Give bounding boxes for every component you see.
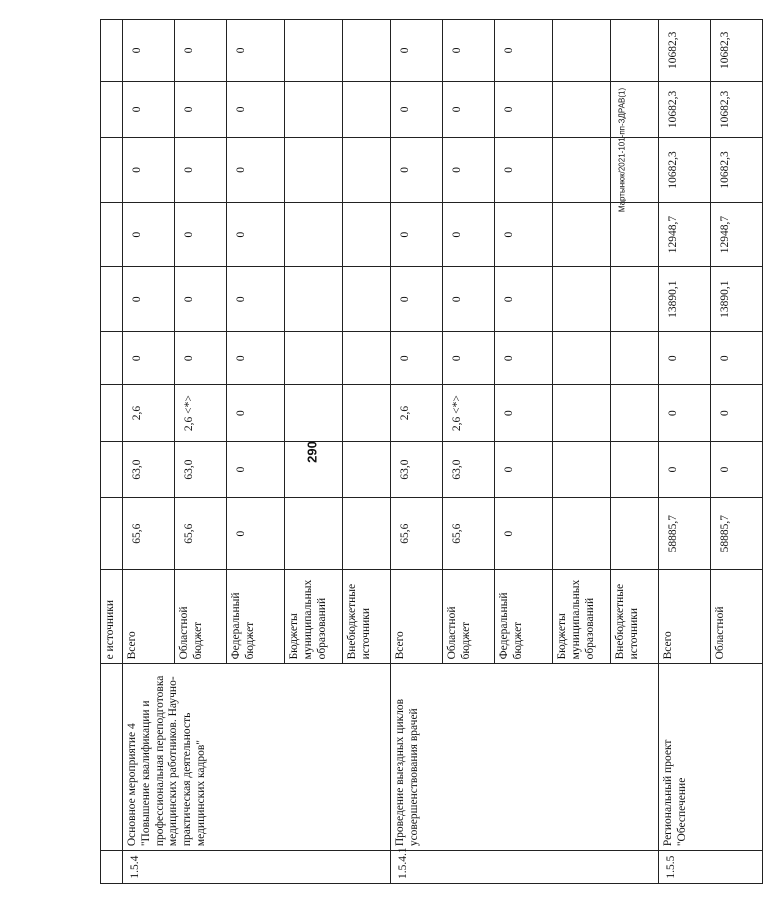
activity-name-cell: Региональный проект "Обеспечение (659, 664, 763, 851)
value-cell: 0 (123, 332, 175, 385)
value-cell: 0 (391, 332, 443, 385)
value-cell: 0 (175, 81, 227, 137)
value-cell: 10682,3 (711, 81, 763, 137)
value-cell: 0 (227, 441, 285, 497)
value-cell: 0 (123, 81, 175, 137)
funding-source-cell: Внебюджетные источники (611, 570, 659, 664)
value-cell (285, 267, 343, 332)
value-cell: 0 (175, 332, 227, 385)
value-cell (611, 441, 659, 497)
value-cell: 0 (443, 138, 495, 203)
value-cell: 0 (443, 202, 495, 267)
value-cell: 0 (175, 202, 227, 267)
table-cell (101, 332, 123, 385)
value-cell: 2,6 <*> (175, 385, 227, 441)
value-cell (285, 332, 343, 385)
value-cell: 0 (391, 138, 443, 203)
value-cell: 12948,7 (711, 202, 763, 267)
value-cell: 0 (711, 441, 763, 497)
value-cell (553, 202, 611, 267)
value-cell (611, 20, 659, 82)
page-number: 290 (304, 441, 320, 463)
value-cell: 63,0 (391, 441, 443, 497)
table-cell (101, 267, 123, 332)
table-row (391, 20, 443, 884)
value-cell: 63,0 (443, 441, 495, 497)
row-code-cell: 1.5.4 (123, 851, 391, 884)
value-cell: 0 (123, 20, 175, 82)
value-cell (343, 81, 391, 137)
value-cell: 58885,7 (659, 498, 711, 570)
funding-source-cell: Бюджеты муниципальных образований (285, 570, 343, 664)
value-cell: 0 (495, 81, 553, 137)
value-cell: 0 (227, 498, 285, 570)
funding-source-cell: Областной бюджет (443, 570, 495, 664)
table-body (101, 20, 763, 884)
table-row (101, 20, 123, 884)
value-cell (553, 267, 611, 332)
value-cell: 2,6 <*> (443, 385, 495, 441)
value-cell: 0 (495, 385, 553, 441)
value-cell: 65,6 (123, 498, 175, 570)
value-cell (285, 81, 343, 137)
table-cell (101, 202, 123, 267)
value-cell (611, 385, 659, 441)
value-cell: 0 (711, 385, 763, 441)
table-cell (101, 138, 123, 203)
value-cell: 0 (443, 81, 495, 137)
value-cell (343, 441, 391, 497)
value-cell (343, 202, 391, 267)
value-cell: 0 (711, 332, 763, 385)
table-cell (101, 498, 123, 570)
value-cell: 63,0 (175, 441, 227, 497)
value-cell: 0 (659, 441, 711, 497)
value-cell: 0 (123, 267, 175, 332)
table-row (123, 20, 175, 884)
value-cell (611, 332, 659, 385)
value-cell (611, 202, 659, 267)
value-cell: 0 (227, 20, 285, 82)
value-cell: 0 (495, 202, 553, 267)
value-cell (553, 385, 611, 441)
funding-source-cell: Внебюджетные источники (343, 570, 391, 664)
funding-source-cell: Всего (123, 570, 175, 664)
value-cell: 0 (391, 81, 443, 137)
row-code-cell: 1.5.5 (659, 851, 763, 884)
value-cell (285, 202, 343, 267)
value-cell: 0 (495, 332, 553, 385)
table-cell (101, 20, 123, 82)
value-cell (611, 267, 659, 332)
value-cell: 0 (175, 20, 227, 82)
value-cell: 0 (443, 267, 495, 332)
value-cell: 0 (443, 332, 495, 385)
value-cell: 0 (123, 202, 175, 267)
value-cell (285, 441, 343, 497)
value-cell: 0 (227, 267, 285, 332)
value-cell (553, 498, 611, 570)
activity-name-cell: Основное мероприятие 4 "Повышение квалификации и профессиональная переподготовка медицинских работников. Научно-практическая деятельность медицинских кадров" (123, 664, 391, 851)
funding-source-cell: Всего (659, 570, 711, 664)
value-cell: 0 (227, 385, 285, 441)
value-cell: 58885,7 (711, 498, 763, 570)
value-cell (343, 267, 391, 332)
value-cell: 0 (227, 81, 285, 137)
table-row (659, 20, 711, 884)
value-cell: 0 (495, 20, 553, 82)
value-cell: 10682,3 (711, 20, 763, 82)
value-cell: 10682,3 (659, 81, 711, 137)
value-cell: 13890,1 (711, 267, 763, 332)
funding-source-cell: Федеральный бюджет (495, 570, 553, 664)
funding-source-cell: Бюджеты муниципальных образований (553, 570, 611, 664)
value-cell: 65,6 (175, 498, 227, 570)
value-cell: 2,6 (391, 385, 443, 441)
value-cell: 13890,1 (659, 267, 711, 332)
value-cell: 0 (227, 202, 285, 267)
value-cell (553, 81, 611, 137)
value-cell: 0 (443, 20, 495, 82)
funding-source-cell: Всего (391, 570, 443, 664)
value-cell (343, 498, 391, 570)
value-cell (285, 20, 343, 82)
value-cell: 10682,3 (659, 20, 711, 82)
value-cell (611, 498, 659, 570)
table-cell (101, 385, 123, 441)
value-cell (343, 385, 391, 441)
budget-table (100, 19, 763, 884)
funding-source-cell: Областной бюджет (175, 570, 227, 664)
value-cell (553, 332, 611, 385)
value-cell: 0 (123, 138, 175, 203)
value-cell (343, 20, 391, 82)
value-cell: 63,0 (123, 441, 175, 497)
value-cell: 0 (391, 267, 443, 332)
value-cell: 2,6 (123, 385, 175, 441)
value-cell (553, 138, 611, 203)
value-cell: 10682,3 (711, 138, 763, 203)
value-cell: 0 (175, 138, 227, 203)
value-cell: 0 (495, 267, 553, 332)
table-cell (101, 81, 123, 137)
value-cell: 0 (495, 441, 553, 497)
value-cell (611, 81, 659, 137)
value-cell (611, 138, 659, 203)
funding-source-cell: Федеральный бюджет (227, 570, 285, 664)
value-cell: 0 (227, 332, 285, 385)
value-cell: 65,6 (391, 498, 443, 570)
source-cell: е источники (101, 570, 123, 664)
row-code-cell: 1.5.4.1 (391, 851, 659, 884)
value-cell: 65,6 (443, 498, 495, 570)
value-cell (285, 385, 343, 441)
activity-name-cell: Проведение выездных циклов усовершенствования врачей (391, 664, 659, 851)
funding-source-cell: Областной (711, 570, 763, 664)
value-cell: 0 (227, 138, 285, 203)
table-cell (101, 851, 123, 884)
table-cell (101, 664, 123, 851)
value-cell (553, 441, 611, 497)
value-cell: 0 (495, 498, 553, 570)
value-cell (553, 20, 611, 82)
value-cell: 0 (175, 267, 227, 332)
document-footer-code: Мартынюк/2021-101-пп-ЗДРАВ(1) (617, 87, 627, 213)
value-cell: 0 (659, 385, 711, 441)
value-cell: 0 (659, 332, 711, 385)
value-cell: 0 (495, 138, 553, 203)
value-cell: 0 (391, 202, 443, 267)
value-cell (285, 498, 343, 570)
value-cell (343, 332, 391, 385)
value-cell: 12948,7 (659, 202, 711, 267)
value-cell: 0 (391, 20, 443, 82)
value-cell: 10682,3 (659, 138, 711, 203)
table-cell (101, 441, 123, 497)
value-cell (285, 138, 343, 203)
value-cell (343, 138, 391, 203)
